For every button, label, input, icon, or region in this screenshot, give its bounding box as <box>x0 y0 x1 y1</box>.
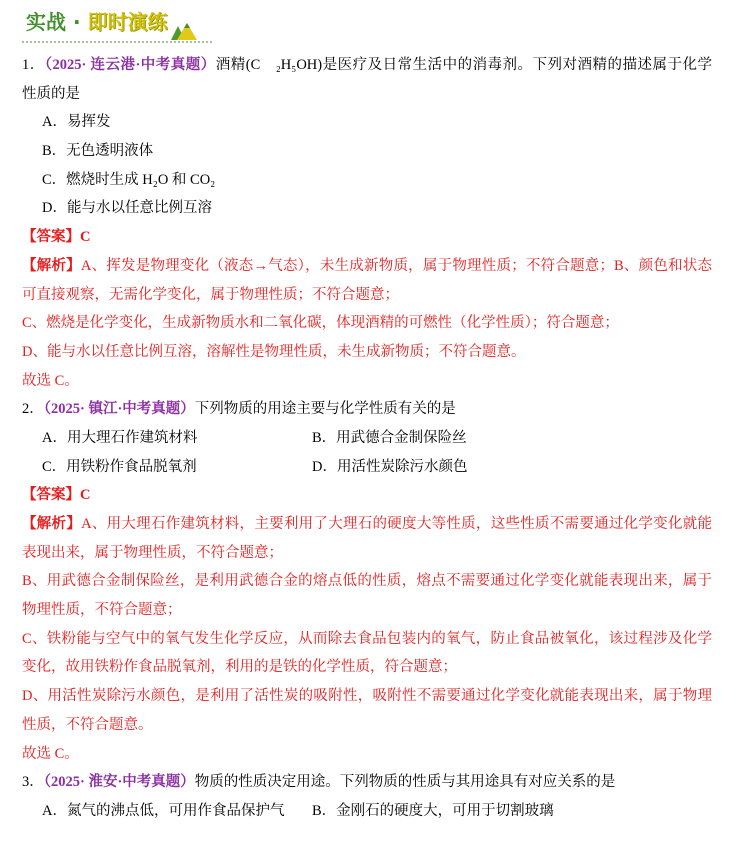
option-c: C．燃烧时生成 H₂O 和 CO₂ <box>42 171 216 188</box>
answer-value: C <box>80 229 91 246</box>
answer-line <box>22 481 712 510</box>
option-b: B．用武德合金制保险丝 <box>312 429 467 446</box>
option-a: A．易挥发 <box>42 114 111 131</box>
conclusion: 故选 C。 <box>22 372 79 389</box>
analysis-line: 表现出来，属于物理性质，不符合题意； <box>22 544 283 561</box>
option-d: D．能与水以任意比例互溶 <box>42 200 212 217</box>
analysis-line: 可直接观察，无需化学变化，属于物理性质；不符合题意； <box>22 286 399 303</box>
question-3 <box>22 768 712 825</box>
analysis-text: A、挥发是物理变化（液态→气态），未生成新物质，属于物理性质；不符合题意；B、颜色和状态 <box>80 257 712 274</box>
answer-label: 【答案】 <box>22 229 80 246</box>
section-title-sub: 即时演练 <box>87 10 168 34</box>
mountain-icon <box>171 22 197 40</box>
question-stem-text: 下列物质的用途主要与化学性质有关的是 <box>194 401 456 418</box>
answer-label: 【答案】 <box>22 487 80 504</box>
analysis-label: 【解析】 <box>22 257 81 274</box>
question-number: 3． <box>22 774 44 791</box>
question-source: （2025· 连云港·中考真题） <box>44 57 216 73</box>
analysis-line: B、用武德合金制保险丝，是利用武德合金的熔点低的性质，熔点不需要通过化学变化就能表现出来，属于 <box>22 573 712 590</box>
analysis-line: 物理性质，不符合题意； <box>22 602 182 619</box>
option-a: A．氮气的沸点低，可用作食品保护气 <box>42 802 285 819</box>
analysis-line: 性质，不符合题意。 <box>22 716 153 733</box>
question-number: 1． <box>22 57 45 73</box>
analysis-line: 变化，故用铁粉作食品脱氧剂，利用的是铁的化学性质，符合题意； <box>22 659 457 676</box>
analysis-line <box>22 510 712 539</box>
section-title-main: 实战 <box>26 10 66 34</box>
answer-line <box>22 223 712 252</box>
question-stem-continued: 性质的是 <box>22 85 80 102</box>
options-row <box>22 453 712 482</box>
analysis-label: 【解析】 <box>22 516 82 532</box>
options-row <box>22 424 712 453</box>
question-source: （2025· 淮安·中考真题） <box>43 774 195 791</box>
option-b: B．无色透明液体 <box>42 143 154 160</box>
section-title <box>26 7 168 37</box>
option-c: C．用铁粉作食品脱氧剂 <box>42 458 197 475</box>
section-header <box>26 7 226 41</box>
question-stem-text: 酒精(C ₂H₅OH)是医疗及日常生活中的消毒剂。下列对酒精的描述属于化学 <box>215 57 712 73</box>
question-2 <box>22 395 712 768</box>
question-number: 2． <box>22 401 44 418</box>
question-stem <box>22 768 712 797</box>
option-d: D．用活性炭除污水颜色 <box>312 458 468 475</box>
conclusion: 故选 C。 <box>22 745 79 762</box>
header-underline <box>22 41 212 43</box>
question-stem <box>22 51 712 80</box>
analysis-line <box>22 252 712 281</box>
analysis-line: C、燃烧是化学变化，生成新物质水和二氧化碳，体现酒精的可燃性（化学性质）；符合题意； <box>22 315 619 332</box>
question-source: （2025· 镇江·中考真题） <box>43 401 195 418</box>
question-stem <box>22 395 712 424</box>
exercise-content <box>22 51 712 826</box>
analysis-line: D、能与水以任意比例互溶，溶解性是物理性质，未生成新物质；不符合题意。 <box>22 343 526 360</box>
question-1 <box>22 51 712 395</box>
section-title-separator: · <box>73 10 81 34</box>
question-stem-text: 物质的性质决定用途。下列物质的性质与其用途具有对应关系的是 <box>194 774 616 791</box>
options-row <box>22 797 712 826</box>
analysis-line: D、用活性炭除污水颜色，是利用了活性炭的吸附性，吸附性不需要通过化学变化就能表现出来，属于物理 <box>22 688 712 705</box>
option-a: A．用大理石作建筑材料 <box>42 429 198 446</box>
analysis-text: A、用大理石作建筑材料，主要利用了大理石的硬度大等性质，这些性质不需要通过化学变化就能 <box>81 516 712 532</box>
answer-value: C <box>80 487 91 504</box>
analysis-line: C、铁粉能与空气中的氧气发生化学反应，从而除去食品包装内的氧气，防止食品被氧化，该过程涉及化学 <box>22 630 712 647</box>
option-b: B．金刚石的硬度大，可用于切割玻璃 <box>312 802 554 819</box>
